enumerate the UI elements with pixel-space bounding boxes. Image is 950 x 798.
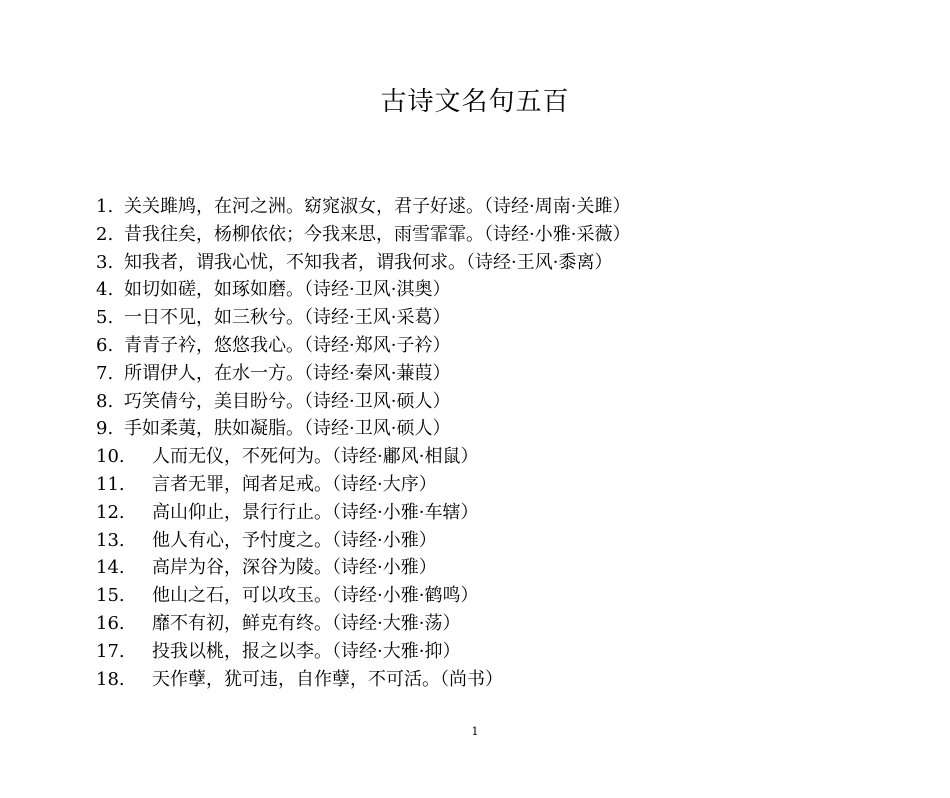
- item-text: 所谓伊人，在水一方。（诗经·秦风·蒹葭）: [124, 362, 451, 384]
- item-number: 12.: [96, 501, 125, 523]
- item-text: 他人有心，予忖度之。（诗经·小雅）: [152, 529, 437, 551]
- list-item: [96, 527, 916, 555]
- item-number: 14.: [96, 557, 125, 579]
- item-text: 天作孽，犹可违，自作孽，不可活。（尚书）: [152, 668, 503, 690]
- item-number: 5.: [96, 307, 114, 329]
- item-text: 关关雎鸠，在河之洲。窈窕淑女，君子好逑。（诗经·周南·关雎）: [124, 196, 631, 217]
- list-item: [96, 471, 916, 499]
- list-item: [96, 221, 916, 249]
- page-number: 1: [471, 725, 479, 738]
- item-number: 3.: [96, 251, 114, 273]
- list-item: [96, 582, 916, 610]
- list-item: [96, 304, 916, 332]
- item-number: 6.: [96, 334, 114, 356]
- list-item: [96, 249, 916, 277]
- item-text: 一日不见，如三秋兮。（诗经·王风·采葛）: [124, 307, 451, 329]
- item-number: 15.: [96, 585, 125, 607]
- item-text: 他山之石，可以攻玉。（诗经·小雅·鹤鸣）: [152, 585, 479, 607]
- item-text: 昔我往矣，杨柳依依；今我来思，雨雪霏霏。（诗经·小雅·采薇）: [124, 223, 631, 245]
- list-item: [96, 554, 916, 582]
- list-item: [96, 638, 916, 666]
- page-title: 古诗文名句五百: [380, 87, 570, 117]
- quotation-list: [96, 193, 916, 693]
- item-text: 高岸为谷，深谷为陵。（诗经·小雅）: [152, 557, 437, 579]
- item-number: 13.: [96, 529, 125, 551]
- list-item: [96, 388, 916, 416]
- item-text: 投我以桃，报之以李。（诗经·大雅·抑）: [152, 640, 461, 662]
- item-number: 1.: [96, 196, 114, 217]
- item-number: 18.: [96, 668, 125, 690]
- item-text: 靡不有初，鲜克有终。（诗经·大雅·荡）: [152, 612, 461, 634]
- item-text: 高山仰止，景行行止。（诗经·小雅·车辖）: [152, 501, 479, 523]
- item-text: 巧笑倩兮，美目盼兮。（诗经·卫风·硕人）: [124, 390, 451, 412]
- item-number: 10.: [96, 446, 125, 468]
- item-number: 4.: [96, 279, 114, 301]
- item-text: 青青子衿，悠悠我心。（诗经·郑风·子衿）: [124, 334, 451, 356]
- list-item: [96, 499, 916, 527]
- list-item: [96, 276, 916, 304]
- list-item: [96, 332, 916, 360]
- item-text: 知我者，谓我心忧，不知我者，谓我何求。（诗经·王风·黍离）: [124, 251, 613, 273]
- item-number: 11.: [96, 473, 125, 495]
- item-number: 16.: [96, 612, 125, 634]
- item-number: 7.: [96, 362, 114, 384]
- list-item: [96, 443, 916, 471]
- item-text: 手如柔荑，肤如凝脂。（诗经·卫风·硕人）: [124, 418, 451, 440]
- item-number: 17.: [96, 640, 125, 662]
- list-item: [96, 610, 916, 638]
- item-text: 言者无罪，闻者足戒。（诗经·大序）: [152, 473, 437, 495]
- list-item: [96, 360, 916, 388]
- item-text: 如切如磋，如琢如磨。（诗经·卫风·淇奥）: [124, 279, 451, 301]
- item-number: 2.: [96, 223, 114, 245]
- list-item: [96, 193, 916, 221]
- list-item: [96, 666, 916, 694]
- list-item: [96, 415, 916, 443]
- item-number: 8.: [96, 390, 114, 412]
- item-number: 9.: [96, 418, 114, 440]
- item-text: 人而无仪，不死何为。（诗经·鄘风·相鼠）: [152, 446, 479, 468]
